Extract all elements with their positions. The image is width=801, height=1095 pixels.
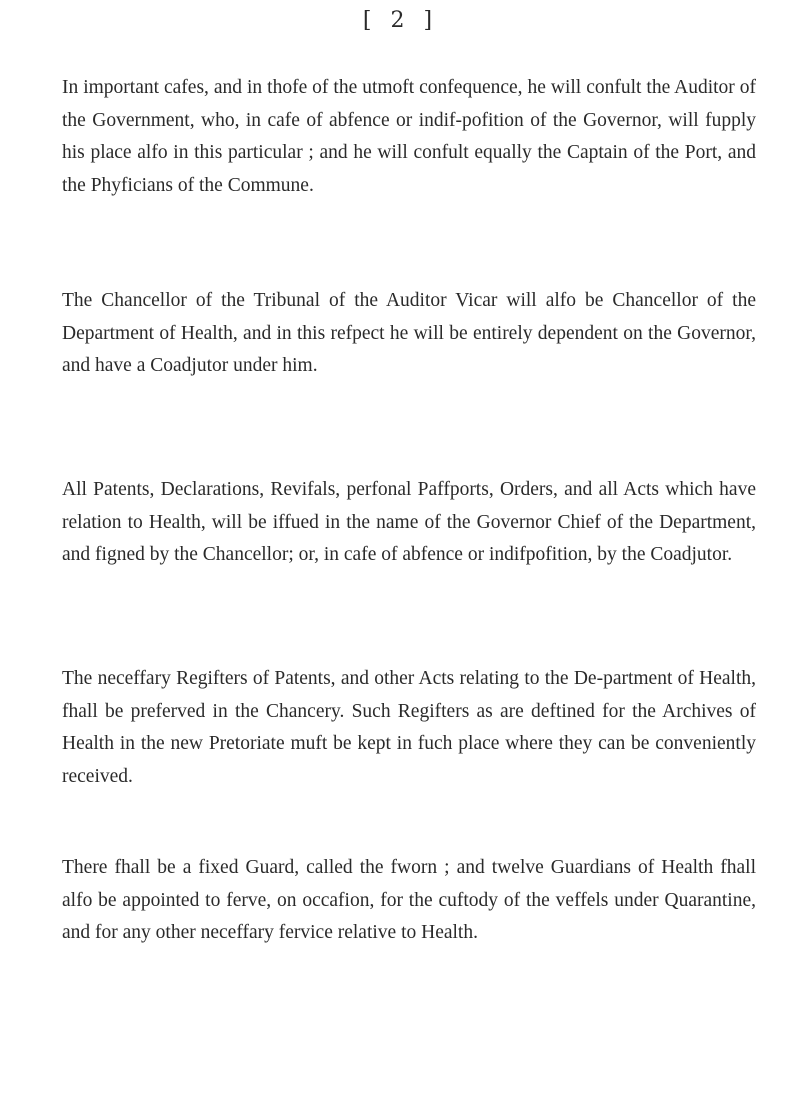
paragraph-6-render — [62, 1005, 756, 1033]
page-number: [ 2 ] — [362, 8, 439, 33]
paragraph-3: All Patents, Declarations, Revifals, perfonal Paffports, Orders, and all Acts which have relation to Health, will be iffued in the name of the Governor Chief of the Department, and figned by the Chancellor; or, in cafe of abfence or indifpofition, by the Coadjutor. — [62, 479, 756, 566]
paragraph-5: There fhall be a fixed Guard, called the fworn ; and twelve Guardians of Health fhall alfo be appointed to ferve, on occafion, for the cuftody of the veffels under Quarantine, and for any other neceffary fervice relative to Health. — [62, 857, 756, 944]
paragraph-1: In important cafes, and in thofe of the utmoft confequence, he will confult the Auditor of the Government, who, in cafe of abfence or indif-pofition of the Governor, will fupply his place alfo in this particular ; and he will confult equally the Captain of the Port, and the Phyficians of the Commune. — [62, 77, 756, 196]
paragraph-2: The Chancellor of the Tribunal of the Auditor Vicar will alfo be Chancellor of the Department of Health, and in this refpect he will be entirely dependent on the Governor, and have a Coadjutor under him. — [62, 290, 756, 377]
paragraph-4: The neceffary Regifters of Patents, and other Acts relating to the De-partment of Health, fhall be preferved in the Chancery. Such Regifters as are deftined for the Archives of Health in the new Pretoriate muft be kept in fuch place where they can be conveniently received. — [62, 668, 756, 787]
